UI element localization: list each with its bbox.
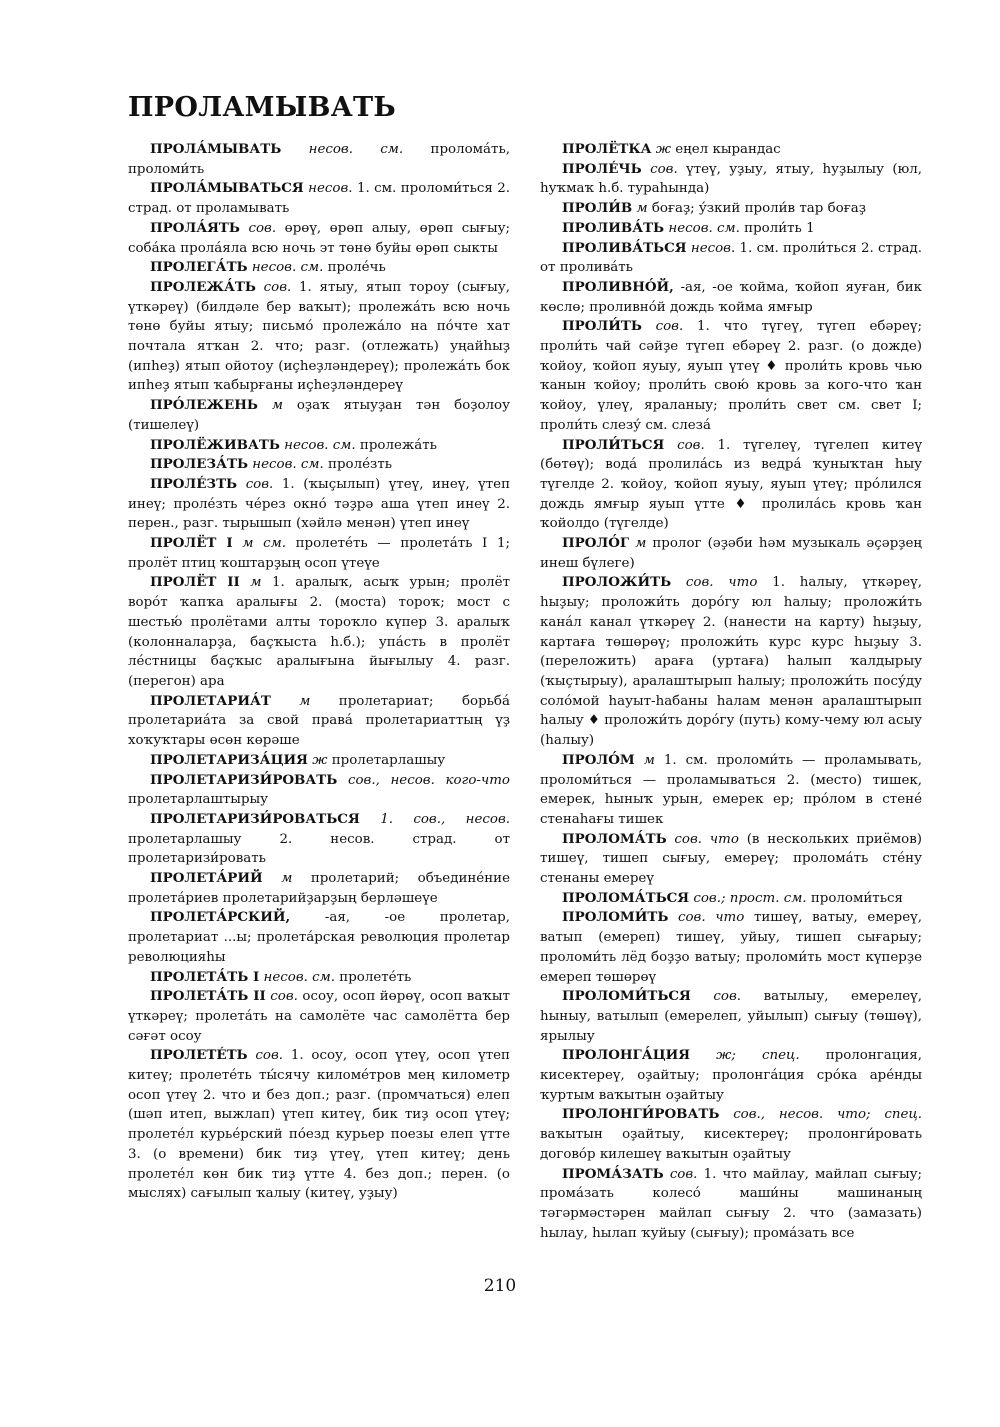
entry-text: 1. см. проломи́ть — проламывать, проломи́ться — проламываться 2. (место) тишек, емерек, һыныҡ урын, емерек ер; прóлом в стенé стенаһағы тишек xyxy=(540,752,922,827)
entry-grammar: сов. xyxy=(245,476,274,492)
entry-text: 1. осоу, осоп үтеү, осоп үтеп китеү; пролетéть ты́сячу киломéтров мең километр осоп үтеү 2. что и без доп.; разг. (промчаться) елеп (шәп итеп, выжлап) үтеп китеү, бик тиҙ осоп үтеү; пролетéл курьéрский пóезд курьер поезы елеп үтте 3. (о времени) бик тиҙ үтеү, үтеп китеү; день пролетéл көн бик тиҙ үтте 4. без доп.; перен. (о мыслях) сағылып ҡалыу (китеү, уҙыу) xyxy=(128,1048,510,1202)
entry-grammar: сов. xyxy=(677,437,705,453)
dictionary-entry xyxy=(540,278,922,317)
dictionary-entry xyxy=(540,987,922,1046)
entry-grammar: м xyxy=(635,536,647,552)
dictionary-entry xyxy=(540,1046,922,1105)
dictionary-entry xyxy=(128,475,510,534)
entry-text: боғаҙ; у́зкий проли́в тар боғаҙ xyxy=(651,201,866,217)
entry-headword: ПРОЛОНГИ́РОВАТЬ xyxy=(562,1106,720,1123)
entry-grammar: 1. сов., несов. xyxy=(380,811,511,827)
entry-text: 1. аралыҡ, асыҡ урын; пролёт ворóт ҡапҡа аралығы 2. (моста) тороҡ; мост с шестью́ пролётами алты тороҡло күпер 3. аралыҡ (колонналарҙа, баҫҡыста һ.б.); упáсть в пролёт лéстницы баҫҡыс аралығына йығылыу 4. разг. (перегон) ара xyxy=(128,575,510,689)
dictionary-entry xyxy=(128,219,510,258)
entry-grammar: несов. см. xyxy=(263,969,335,985)
dictionary-entry xyxy=(540,317,922,435)
dictionary-entry xyxy=(128,436,510,456)
entry-text: 1. түгелеү, түгелеп китеү (бөтөү); водá пролилáсь из ведрá ҡуныҡтан һыу түгелде 2. ҡойоу, ҡойоп яуыу, яуып үтеү; прóлился дождь ямғыр яуып үтте ♦ пролилáсь кровь ҡан ҡойолдо (түгелде) xyxy=(540,437,923,532)
entry-text: пролетарлашыу 2. несов. страд. от пролетаризи́ровать xyxy=(128,831,510,867)
dictionary-entry xyxy=(128,987,510,1046)
entry-grammar: ж xyxy=(655,142,671,157)
entry-grammar: м xyxy=(271,398,283,414)
entry-headword: ПРОЛЕГА́ТЬ xyxy=(150,259,248,276)
dictionary-entry xyxy=(540,830,922,889)
dictionary-entry xyxy=(128,396,510,435)
entry-grammar: м см. xyxy=(242,536,286,552)
dictionary-entry xyxy=(540,908,922,987)
entry-grammar: м xyxy=(250,575,262,591)
entry-headword: ПРОЛИВА́ТЬСЯ xyxy=(562,239,687,256)
dictionary-entry xyxy=(540,239,922,278)
entry-text: 1. см. проломи́ться 2. страд. от проламывать xyxy=(128,181,511,217)
dictionary-entry xyxy=(128,692,510,751)
dictionary-entry xyxy=(540,1165,922,1244)
entry-text: 1. ятыу, ятып тороу (сығыу, үткәреү) (билдәле бер ваҡыт); пролежáть всю ночь төнө буйы ятыу; письмó пролежáло на пóчте хат почтала ятҡан 2. что; разг. (отлежать) уңайһыҙ (ипһеҙ) ятып ойотоу (иҫһеҙләндереү); пролежáть бок ипһеҙ ятып ҡабырғаны иҫһеҙләндереү xyxy=(128,279,510,394)
entry-headword: ПРОЛÉЗТЬ xyxy=(150,475,238,492)
dictionary-entry xyxy=(128,751,510,771)
entry-text: пролетарий; объединéние пролетáриев пролетарийҙарҙың берләшеүе xyxy=(128,871,510,906)
entry-text: проломáть, проломи́ть xyxy=(128,142,510,177)
entry-text: ватылыу, емерелеү, һыныу, ватылып (емерелеп, уйылып) сығыу (төшөү), ярылыу xyxy=(540,989,922,1044)
dictionary-entry xyxy=(128,810,510,869)
entry-grammar: сов. xyxy=(669,1166,698,1182)
entry-text: проломи́ться xyxy=(810,890,903,906)
entry-headword: ПРОЛЕТÉТЬ xyxy=(150,1047,248,1064)
dictionary-entry xyxy=(128,258,510,278)
dictionary-entry xyxy=(540,751,922,830)
entry-headword: ПРОЛОЖИ́ТЬ xyxy=(562,574,672,591)
entry-text: пролежáть xyxy=(359,437,437,453)
dictionary-entry xyxy=(540,160,922,199)
entry-grammar: сов. xyxy=(248,220,277,236)
entry-headword: ПРОЛИВНО́Й, xyxy=(562,278,674,295)
entry-headword: ПРОЛИ́В xyxy=(562,200,633,217)
entry-headword: ПРОЛЕТА́ТЬ I xyxy=(150,968,260,985)
entry-text: (в нескольких приёмов) тишеү, тишеп сығыу, емереү; проломáть стéну стенаны емереү xyxy=(540,831,922,887)
entry-text: проли́ть 1 xyxy=(744,220,815,236)
entry-grammar: несов. см. xyxy=(284,437,356,453)
dictionary-entry xyxy=(128,140,510,179)
dictionary-entry xyxy=(128,179,510,218)
dictionary-entry xyxy=(540,534,922,573)
entry-headword: ПРОЛО́М xyxy=(562,751,635,768)
right-column xyxy=(540,140,922,1243)
entry-headword: ПРОЛЕТАРИЗА́ЦИЯ xyxy=(150,751,308,768)
dictionary-entry xyxy=(540,436,922,535)
entry-grammar: сов., несов. что; спец. xyxy=(733,1107,922,1123)
entry-text: 1. что майлау, майлап сығыу; промáзать колесó маши́ны машинаның тәгәрмәстәрен майлап сығыу 2. что (замазать) һылау, һылап ҡуйыу (сығыу); промáзать все xyxy=(540,1166,923,1241)
entry-grammar: несов. xyxy=(308,181,353,197)
entry-grammar: сов. xyxy=(655,319,684,335)
entry-headword: ПРОЛОМА́ТЬСЯ xyxy=(562,889,690,906)
entry-text: пролетарлаштырыу xyxy=(128,792,269,808)
entry-grammar: сов. xyxy=(263,279,292,295)
entry-headword: ПРОЛЁТ I xyxy=(150,535,233,552)
entry-text: 1. что түгеү, түгеп ебәреү; проли́ть чай сәйҙе түгеп ебәреү 2. разг. (о дожде) ҡойоу, ҡойоп яуыу, яуып үтеү ♦ проли́ть кровь чью ҡанын ҡойоу; проли́ть свою́ кровь за кого-что ҡан ҡойоу, үлеү, яраланыу; проли́ть свет см. свет I; проли́ть слезу́ см. слезá xyxy=(540,319,922,433)
entry-text: тишеү, ватыу, емереү, ватып (емереп) тишеү, уйыу, тишеп сығарыу; проломи́ть лёд боҙҙо ватыу; проломи́ть мост күперҙе емереп төшөрөү xyxy=(540,910,922,985)
entry-headword: ПРОМА́ЗАТЬ xyxy=(562,1165,664,1182)
entry-text: еңел кырандас xyxy=(675,142,781,157)
entry-headword: ПРОЛÉЧЬ xyxy=(562,160,642,177)
dictionary-entry xyxy=(540,573,922,750)
entry-grammar: сов. xyxy=(713,989,742,1005)
entry-grammar: сов. что xyxy=(674,831,739,847)
entry-headword: ПРОЛИ́ТЬ xyxy=(562,318,642,335)
entry-text: пролетариат; борьбá пролетариáта за свой правá пролетариаттың үҙ хоҡуҡтары өсөн көрәше xyxy=(128,693,510,749)
entry-headword: ПРОЛОМИ́ТЬСЯ xyxy=(562,988,691,1005)
entry-grammar: сов. xyxy=(650,161,678,177)
entry-headword: ПРОЛОНГА́ЦИЯ xyxy=(562,1047,691,1064)
entry-headword: ПРОЛА́ЯТЬ xyxy=(150,219,240,236)
entry-text: -ая, -ое пролетар, пролетариат ...ы; пролетáрская революция пролетар революцияһы xyxy=(128,910,510,965)
entry-headword: ПРОЛИ́ТЬСЯ xyxy=(562,436,665,453)
entry-headword: ПРОЛЁЖИВАТЬ xyxy=(150,436,280,453)
entry-grammar: несов. xyxy=(690,240,736,256)
entry-grammar: сов.; прост. см. xyxy=(693,890,807,906)
entry-text: пролонгация, кисектереү, оҙайтыу; пролонгáция срóка арéнды ҡуртым ваҡытын оҙайтыу xyxy=(540,1048,922,1103)
entry-grammar: несов. см. xyxy=(668,220,740,236)
left-column xyxy=(128,140,510,1204)
entry-headword: ПРОЛЕЗА́ТЬ xyxy=(150,456,249,473)
entry-text: оҙаҡ ятыуҙан тән боҙолоу (тишелеү) xyxy=(128,398,510,433)
entry-grammar: сов. что xyxy=(685,575,758,591)
entry-headword: ПРО́ЛЕЖЕНЬ xyxy=(150,397,258,414)
entry-grammar: ж; спец. xyxy=(716,1048,800,1064)
entry-headword: ПРОЛЕТА́РИЙ xyxy=(150,870,263,887)
entry-text: ваҡытын оҙайтыу, кисектереү; пролонги́ровать договóр килешеү ваҡытын оҙайтыу xyxy=(540,1127,922,1162)
entry-headword: ПРОЛЕТАРИА́Т xyxy=(150,692,271,709)
dictionary-entry xyxy=(540,219,922,239)
entry-text: 1. (ҡыҫылып) үтеү, инеү, үтеп инеү; пролéзть чéрез окнó тәҙрә аша үтеп инеү 2. перен., разг. тырышып (хәйлә менән) үтеп инеү xyxy=(128,476,511,532)
entry-headword: ПРОЛА́МЫВАТЬСЯ xyxy=(150,180,304,197)
entry-grammar: сов. xyxy=(255,1048,284,1064)
entry-headword: ПРОЛОМИ́ТЬ xyxy=(562,909,669,926)
entry-headword: ПРОЛА́МЫВАТЬ xyxy=(150,141,282,157)
entry-headword: ПРОЛЁТКА xyxy=(562,141,652,157)
dictionary-entry xyxy=(128,771,510,810)
entry-grammar: ж xyxy=(312,752,328,768)
entry-text: пролетéть — пролетáть I 1; пролёт птиц ҡоштарҙың осоп үтеүе xyxy=(128,536,511,571)
dictionary-entry xyxy=(540,199,922,219)
entry-text: 1. һалыу, үткәреү, һыҙыу; проложи́ть дорóгу юл һалыу; проложи́ть канáл канал үткәреү 2. (нанести на карту) һыҙыу, картаға төшөрөү; проложи́ть курс курс һыҙыу 3. (переложить) араға (уртаға) һалып ҡалдырыу (ҡыҫтырыу), аралаштырып һалыу; проложи́ть посу́ду солóмой һауыт-һабаны һалам менән аралаштырып һалыу ♦ проложи́ть дорóгу (путь) кому-чему юл асыу (һалыу) xyxy=(540,575,922,749)
entry-headword: ПРОЛИВА́ТЬ xyxy=(562,219,665,236)
entry-headword: ПРОЛЕТАРИЗИ́РОВАТЬСЯ xyxy=(150,810,360,827)
entry-grammar: сов. xyxy=(270,989,298,1005)
entry-grammar: м xyxy=(636,201,648,217)
entry-headword: ПРОЛЕТА́РСКИЙ, xyxy=(150,909,291,926)
entry-text: үтеү, уҙыу, ятыу, һуҙылыу (юл, һуҡмаҡ һ.б. тураһында) xyxy=(540,161,922,197)
dictionary-entry xyxy=(540,889,922,909)
entry-grammar: несов. см. xyxy=(251,260,324,276)
entry-text: 1. см. проли́ться 2. страд. от проливáть xyxy=(540,240,922,276)
entry-text: пролéзть xyxy=(328,457,393,473)
entry-text: пролéчь xyxy=(327,260,386,276)
entry-grammar: несов. см. xyxy=(252,457,324,473)
page-header: ПРОЛАМЫВАТЬ xyxy=(128,92,397,123)
entry-text: пролетéть xyxy=(339,969,412,985)
entry-text: пролог (әҙәби һәм музыкаль әҫәрҙең инеш бүлеге) xyxy=(540,536,922,571)
dictionary-entry xyxy=(128,1046,510,1204)
entry-grammar: сов., несов. кого-что xyxy=(347,772,510,788)
entry-grammar: м xyxy=(299,693,311,709)
entry-grammar: сов. что xyxy=(678,910,745,926)
dictionary-entry xyxy=(540,1105,922,1164)
dictionary-entry xyxy=(128,278,510,396)
entry-headword: ПРОЛЕЖА́ТЬ xyxy=(150,278,256,295)
dictionary-entry xyxy=(128,455,510,475)
entry-text: -ая, -ое ҡойма, ҡойоп яуған, бик көслө; проливнóй дождь ҡойма ямғыр xyxy=(540,279,922,315)
entry-headword: ПРОЛО́Г xyxy=(562,535,630,552)
dictionary-entry xyxy=(128,869,510,908)
entry-text: пролетарлашыу xyxy=(331,752,446,768)
entry-headword: ПРОЛЕТАРИЗИ́РОВАТЬ xyxy=(150,771,338,788)
dictionary-entry xyxy=(128,968,510,988)
dictionary-entry xyxy=(128,908,510,967)
dictionary-entry xyxy=(128,573,510,691)
entry-headword: ПРОЛЕТА́ТЬ II xyxy=(150,988,266,1005)
entry-headword: ПРОЛОМА́ТЬ xyxy=(562,830,667,847)
entry-headword: ПРОЛЁТ II xyxy=(150,574,240,591)
entry-grammar: м xyxy=(281,871,293,887)
dictionary-entry xyxy=(540,140,922,160)
dictionary-entry xyxy=(128,534,510,573)
page-number: 210 xyxy=(483,1276,517,1296)
entry-grammar: м xyxy=(643,752,655,768)
entry-grammar: несов. см. xyxy=(308,142,404,157)
entry-text: осоу, осоп йөрөү, осоп ваҡыт үткәреү; пролетáть на самолёте час самолётта бер сәғәт осоу xyxy=(128,989,510,1044)
entry-text: өрөү, өрөп алыу, өрөп сығыу; собáка пролáяла всю ночь эт төнө буйы өрөп сыкты xyxy=(128,220,510,256)
